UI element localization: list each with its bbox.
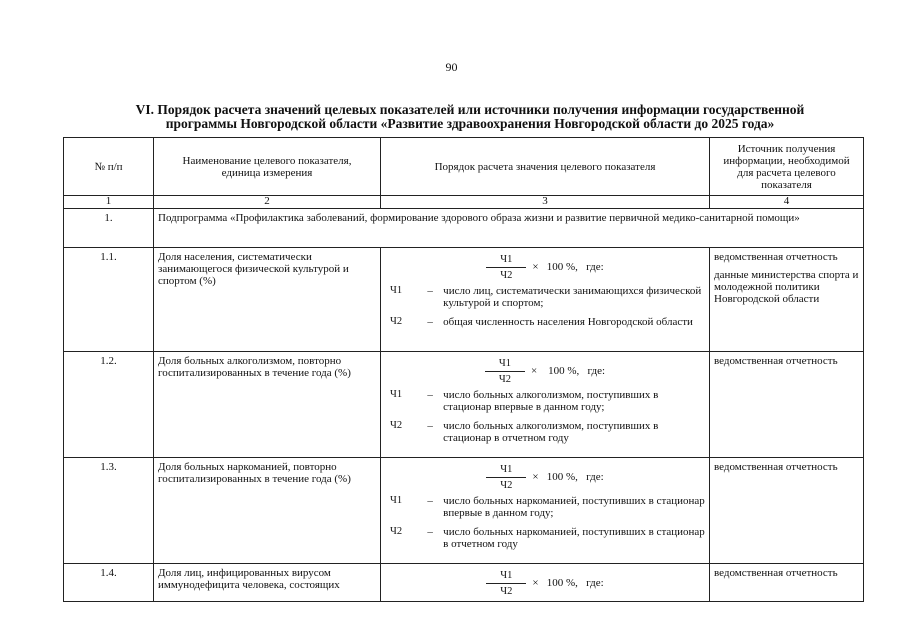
definition bbox=[390, 285, 709, 309]
definition-symbol: Ч1 bbox=[390, 285, 403, 296]
row-number: 1.3. bbox=[64, 458, 154, 564]
formula bbox=[381, 357, 709, 385]
definition bbox=[390, 420, 709, 444]
table-row bbox=[64, 458, 864, 564]
source-text: ведомственная отчетность bbox=[714, 567, 838, 579]
source-cell bbox=[710, 564, 864, 602]
source-text: ведомственная отчетность bbox=[714, 355, 838, 367]
table-row bbox=[64, 352, 864, 458]
formula-rest: × 100 %, где: bbox=[532, 577, 604, 589]
definition bbox=[390, 495, 709, 519]
source-text-extra: данные министерства спорта и молодежной политики Новгородской области bbox=[714, 269, 859, 305]
numerator: Ч1 bbox=[498, 357, 511, 369]
definition-text: общая численность населения Новгородской области bbox=[443, 316, 693, 328]
definition-text: число больных алкоголизмом, поступивших в стационар в отчетном году bbox=[443, 420, 659, 444]
formula bbox=[381, 463, 709, 491]
title-line-1: VI. Порядок расчета значений целевых показателей или источники получения информации государственной bbox=[135, 102, 805, 117]
fraction bbox=[485, 358, 525, 385]
calc-cell bbox=[381, 564, 710, 602]
calc-cell bbox=[381, 458, 710, 564]
numerator: Ч1 bbox=[500, 463, 513, 475]
definition-text: число лиц, систематически занимающихся физической культурой и спортом; bbox=[443, 285, 702, 309]
denominator: Ч2 bbox=[500, 585, 513, 597]
definition bbox=[390, 389, 709, 413]
row-number: 1.1. bbox=[64, 248, 154, 352]
row-number: 1.4. bbox=[64, 564, 154, 602]
definition-text: число больных алкоголизмом, поступивших в стационар впервые в данном году; bbox=[443, 389, 659, 413]
numerator: Ч1 bbox=[500, 569, 513, 581]
header-name: Наименование целевого показателя, единица измерения bbox=[154, 138, 381, 196]
header-num: № п/п bbox=[64, 138, 154, 196]
column-numbers-row bbox=[64, 196, 864, 209]
indicator-name: Доля больных алкоголизмом, повторно госпитализированных в течение года (%) bbox=[154, 352, 381, 458]
fraction-bar bbox=[486, 583, 526, 584]
indicator-name: Доля больных наркоманией, повторно госпитализированных в течение года (%) bbox=[154, 458, 381, 564]
definition-dash: – bbox=[427, 316, 433, 328]
source-cell bbox=[710, 352, 864, 458]
definition-dash: – bbox=[427, 420, 433, 432]
title-line-2: программы Новгородской области «Развитие здравоохранения Новгородской области до 2025 года» bbox=[165, 116, 775, 131]
source-text: ведомственная отчетность bbox=[714, 461, 838, 473]
formula bbox=[381, 569, 709, 597]
fraction-bar bbox=[485, 371, 525, 372]
indicators-table bbox=[63, 137, 864, 602]
fraction-bar bbox=[486, 477, 526, 478]
header-row bbox=[64, 138, 864, 196]
indicator-name: Доля населения, систематически занимающегося физической культурой и спортом (%) bbox=[154, 248, 381, 352]
calc-cell bbox=[381, 352, 710, 458]
definition-symbol: Ч2 bbox=[390, 420, 403, 431]
definition-symbol: Ч2 bbox=[390, 526, 403, 537]
definition-symbol: Ч1 bbox=[390, 389, 403, 400]
fraction bbox=[486, 570, 526, 597]
subprogram-title: Подпрограмма «Профилактика заболеваний, формирование здорового образа жизни и развитие первичной медико-санитарной помощи» bbox=[154, 209, 864, 248]
page-title bbox=[90, 103, 850, 131]
table-row bbox=[64, 248, 864, 352]
definition-symbol: Ч2 bbox=[390, 316, 403, 327]
definition-dash: – bbox=[427, 495, 433, 507]
definition-text: число больных наркоманией, поступивших в стационар в отчетном году bbox=[443, 526, 705, 550]
header-source: Источник получения информации, необходимой для расчета целевого показателя bbox=[710, 138, 864, 196]
formula-rest: × 100 %, где: bbox=[532, 471, 604, 483]
definition-dash: – bbox=[427, 285, 433, 297]
definition-symbol: Ч1 bbox=[390, 495, 403, 506]
table-row bbox=[64, 564, 864, 602]
formula bbox=[381, 253, 709, 281]
fraction bbox=[486, 254, 526, 281]
column-number: 4 bbox=[710, 196, 864, 209]
definition bbox=[390, 526, 709, 550]
denominator: Ч2 bbox=[500, 479, 513, 491]
definition-text: число больных наркоманией, поступивших в стационар впервые в данном году; bbox=[443, 495, 705, 519]
source-text: ведомственная отчетность bbox=[714, 251, 838, 263]
source-cell bbox=[710, 248, 864, 352]
fraction-bar bbox=[486, 267, 526, 268]
calc-cell bbox=[381, 248, 710, 352]
header-calc: Порядок расчета значения целевого показателя bbox=[381, 138, 710, 196]
formula-rest: × 100 %, где: bbox=[530, 365, 606, 377]
column-number: 3 bbox=[381, 196, 710, 209]
numerator: Ч1 bbox=[500, 253, 513, 265]
denominator: Ч2 bbox=[500, 269, 513, 281]
definition-dash: – bbox=[427, 526, 433, 538]
fraction bbox=[486, 464, 526, 491]
source-cell bbox=[710, 458, 864, 564]
subprogram-row bbox=[64, 209, 864, 248]
page-number: 90 bbox=[445, 60, 458, 74]
denominator: Ч2 bbox=[498, 373, 511, 385]
indicator-name: Доля лиц, инфицированных вирусом иммунодефицита человека, состоящих bbox=[154, 564, 381, 602]
column-number: 2 bbox=[154, 196, 381, 209]
definition bbox=[390, 316, 709, 328]
definition-dash: – bbox=[427, 389, 433, 401]
formula-rest: × 100 %, где: bbox=[532, 261, 604, 273]
column-number: 1 bbox=[64, 196, 154, 209]
row-number: 1.2. bbox=[64, 352, 154, 458]
row-number: 1. bbox=[64, 209, 154, 248]
